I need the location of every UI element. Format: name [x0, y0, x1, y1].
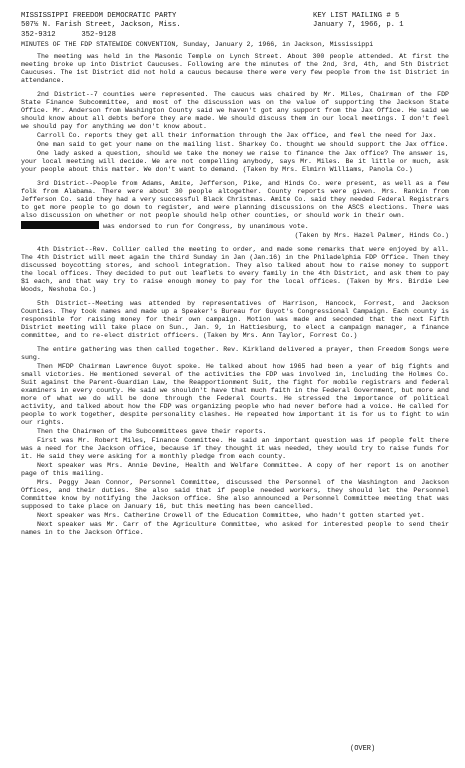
mailing-date-page: January 7, 1966, p. 1 [313, 21, 404, 30]
paragraph-education: Next speaker was Mrs. Catherine Crowell of the Education Committee, who hadn't gotten started yet. [37, 512, 425, 519]
credit-3rd-district: (Taken by Mrs. Hazel Palmer, Hinds Co.) [294, 232, 449, 239]
paragraph-personnel: Mrs. Peggy Jean Connor, Personnel Committee, discussed the Personnel of the Washington and Jackson Offices, and their duties. She also said that if people needed workers, they should let the Personnel Committee know by notifying the Jackson office. She also announced a Personnel Committee meeting that was supposed to take place on January 16, but this meeting has been cancelled. [21, 479, 449, 510]
paragraph-4th-district: 4th District--Rev. Collier called the meeting to order, and made some remarks that were enjoyed by all. The 4th District will meet again the third Sunday in Jan (Jan.16) in the Philadelphia FDP Office. Then they discussed boycotting stores, and school integration. They also talked about how to raise money to support the local offices. They decided to put out leaflets to every family in the 4th District, and ask them to pay $1 each, and that way try to raise enough money to pay for the local offices. (Taken by Mrs. Birdie Lee Woods, Neshoba Co.) [21, 246, 449, 293]
minutes-body [21, 41, 449, 538]
paragraph-mailing-list: One man said to get your name on the mailing list. Sharkey Co. thought we should support the Jax office. [37, 141, 449, 148]
redaction-bar [21, 221, 99, 229]
paragraph-question: One lady asked a question, should we take the money we raise to finance the Jax office? The answer is, your local meeting will decide. We are not compelling anybody, says Mr. Miles. Be it little or much, ask your people about this matter. We don't want to demand. (Taken by Mrs. Elmirn Williams, Panola Co.) [21, 150, 449, 173]
paragraph-2nd-district: 2nd District--7 counties were represented. The caucus was chaired by Mr. Miles, Chairman of the FDP State Finance Subcommittee, and most of the discussion was on the value of supporting the Jackson State Office. Mr. Anderson from Washington County said we haven't got any support from the Jax Office. He said we should know about all debts before they are made. We should discuss them in our local meetings. I don't feel we should pay for anything we don't know about. [21, 91, 449, 130]
endorsement-text: was endorsed to run for Congress, by unanimous vote. [103, 223, 309, 230]
paragraph-intro: The meeting was held in the Masonic Temple on Lynch Street. About 300 people attended. At first the meeting broke up into District Caucuses. Following are the minutes of the 2nd, 3rd, 4th, and 5th District Caucuses. The 1st District did not hold a caucus because there were very few people from the 1st District in attendance. [21, 53, 449, 84]
organization-phones: 352-9312 352-9128 [21, 30, 116, 39]
paragraph-gathering: The entire gathering was then called together. Rev. Kirkland delivered a prayer, then Freedom Songs were sung. [21, 346, 449, 361]
paragraph-agriculture: Next speaker was Mr. Carr of the Agriculture Committee, who asked for interested people to send their names in to the Jackson Office. [21, 521, 449, 536]
paragraph-3rd-district: 3rd District--People from Adams, Amite, Jefferson, Pike, and Hinds Co. were present, as well as a few folk from Alabama. There were about 30 people altogether. County reports were given. Mrs. Rankin from Jefferson Co. said they had a very successful Black Christmas. Amite Co. said they needed Federal Registrars to get more people to go down to register, and were planning discussions on the ASCS elections. There was also discussion on whether or not people should help other counties, or should work in their own. [21, 180, 449, 219]
organization-address: 507½ N. Farish Street, Jackson, Miss. [21, 21, 181, 30]
mailing-number: KEY LIST MAILING # 5 [313, 12, 400, 20]
mailing-info [313, 12, 404, 31]
organization-name: MISSISSIPPI FREEDOM DEMOCRATIC PARTY [21, 12, 177, 20]
paragraph-subcommittees: Then the Chairmen of the Subcommittees gave their reports. [37, 428, 267, 435]
minutes-title: MINUTES OF THE FDP STATEWIDE CONVENTION, Sunday, January 2, 1966, in Jackson, Mississippi [21, 41, 374, 48]
letterhead [21, 12, 181, 40]
paragraph-endorsement [21, 221, 449, 231]
paragraph-5th-district: 5th District--Meeting was attended by representatives of Harrison, Hancock, Forrest, and Jackson Counties. They took names and made up a Speaker's Bureau for Guyot's Congressional Campaign. Each county is responsible for raising money for their own campaign. Motion was made and seconded that the next Fifth District meeting will take place on Sun., Jan. 9, in Hattiesburg, to elect a campaign manager, a finance committee, and to re-elect district officers. (Taken by Mrs. Ann Taylor, Forrest Co.) [21, 300, 449, 339]
paragraph-guyot: Then MFDP Chairman Lawrence Guyot spoke. He talked about how 1965 had been a year of big fights and small victories. He mentioned several of the activities the FDP was involved in, including the Holmes Co. Suit against the Parent-Guardian Law, the Reapportionment Suit, the fight for mobile registrars and federal examiners in every county. He said we shouldn't have that much faith in the Federal Government, but more and more of what we do will be done through the Federal Courts. He stressed the importance of political activity, and talked about how the FDP was organizing people who had never before had a voice. He called for people to work together, despite personality clashes. He repeated how important it is for us to fight to win our rights. [21, 363, 449, 426]
paragraph-carroll-co: Carroll Co. reports they get all their information through the Jax office, and feel the need for Jax. [37, 132, 437, 139]
paragraph-health-welfare: Next speaker was Mrs. Annie Devine, Health and Welfare Committee. A copy of her report is on another page of this mailing. [21, 462, 449, 477]
paragraph-finance: First was Mr. Robert Miles, Finance Committee. He said an important question was if people felt there was a need for the Jackson office, because if they thought it was needed, they would try to raise funds for it. He said they were asking for a monthly pledge from each county. [21, 437, 449, 460]
over-marker: (OVER) [350, 745, 376, 753]
